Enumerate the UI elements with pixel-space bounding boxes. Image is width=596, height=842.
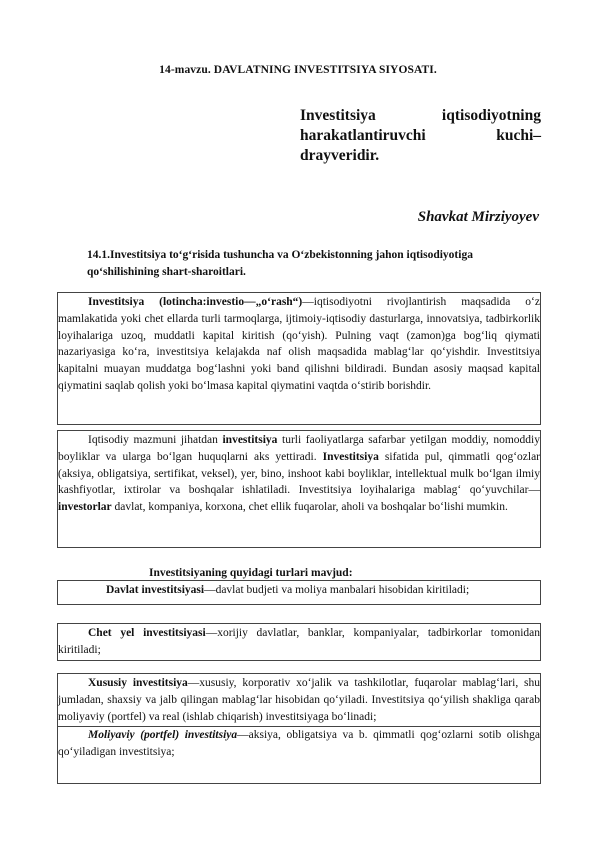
definition-text: —iqtisodiyotni rivojlantirish maqsadida o‘z mamlakatida yoki chet ellarda turli tarmoqlarga, ijtimoiy-iqtisodiy dasturlarga, innovatsiya, tadbirkorlik loyihalariga uzoq, muddatli kapital kiritish (qo‘yish). Pulning vaqt (zamon)ga bog‘liq qiymati nazariyasiga ko‘ra, investitsiya kelajakda naf olish maqsadida mablag‘lar qo‘yishdir. Investitsiya kapitalni muayan muddatga bog‘lashni yoki band qilishni bildiradi. Bundan asosiy maqsad kapital qiymatini saqlab qolish yoki bo‘lmasa kapital qiymatini vaqtda o‘stirib borishdir.: [58, 296, 540, 392]
economic-bold-2: Investitsiya: [322, 450, 379, 463]
foreign-investment-term: Chet yel investitsiyasi: [88, 627, 206, 639]
portfolio-investment-paragraph: [58, 727, 540, 761]
definition-paragraph: [58, 294, 540, 395]
state-investment-paragraph: [58, 582, 540, 599]
economic-meaning-box: [57, 430, 541, 548]
economic-bold-3: investorlar: [58, 501, 112, 514]
economic-text-3: sifatida pul, qimmatli qog‘ozlar (aksiya, obligatsiya, sertifikat, veksel), yer, bino, inshoot kabi boyliklar, intellektual mulk bo‘lgan ilmiy kashfiyotlar, ixtirolar va boshqalar ishlatiladi. Investitsiya loyihalariga mablag‘ qo‘yuvchilar—: [58, 450, 541, 497]
state-investment-box: [57, 580, 541, 605]
foreign-investment-text: —xorijiy davlatlar, banklar, kompaniyalar, tadbirkorlar tomonidan kiritiladi;: [58, 627, 540, 656]
definition-term: Investitsiya (lotincha:investio—„o‘rash“): [88, 296, 303, 308]
economic-text-1: Iqtisodiy mazmuni jihatdan: [88, 434, 223, 446]
economic-text-2: turli faoliyatlarga safarbar yetilgan moddiy, nomoddiy boyliklar va ularga bo‘lgan huquqlarni aks yettiradi.: [58, 434, 540, 463]
economic-bold-1: investitsiya: [222, 434, 278, 446]
definition-box: [57, 292, 541, 425]
portfolio-investment-term: Moliyaviy (portfel) investitsiya: [88, 729, 238, 742]
economic-meaning-paragraph: [58, 432, 540, 516]
foreign-investment-paragraph: [58, 625, 540, 659]
epigraph-author: Shavkat Mirziyoyev: [417, 209, 539, 225]
economic-text-4: davlat, kompaniya, korxona, chet ellik fuqarolar, aholi va boshqalar bo‘lishi mumkin.: [111, 501, 508, 514]
portfolio-investment-text: —aksiya, obligatsiya va b. qimmatli qog‘ozlarni sotib olishga qo‘yiladigan investitsiya;: [58, 729, 540, 759]
private-investment-text: —xususiy, korporativ xo‘jalik va tashkilotlar, fuqarolar mablag‘lari, shu jumladan, shaxsiy va jalb qilingan mablag‘lar hisobidan qo‘yiladi. Investitsiya qo‘yilish shakliga qarab moliyaviy (portfel) va real (ishlab chiqarish) investitsiyaga bo‘linadi;: [58, 677, 540, 723]
section-heading: 14.1.Investitsiya to‘g‘risida tushuncha va O‘zbekistonning jahon iqtisodiyotiga qo‘shilishining shart-sharoitlari.: [87, 249, 473, 278]
private-investment-term: Xususiy investitsiya: [88, 677, 188, 689]
page-title: 14-mavzu. DAVLATNING INVESTITSIYA SIYOSATI.: [159, 64, 437, 76]
state-investment-term: Davlat investitsiyasi: [106, 584, 205, 596]
foreign-investment-box: [57, 623, 541, 661]
private-investment-box: [57, 673, 541, 784]
state-investment-text: —davlat budjeti va moliya manbalari hisobidan kiritiladi;: [204, 584, 470, 596]
epigraph-quote: Investitsiya iqtisodiyotning harakatlantiruvchi kuchi– drayveridir.: [300, 107, 541, 164]
private-investment-paragraph: [58, 675, 540, 725]
types-heading: Investitsiyaning quyidagi turlari mavjud:: [149, 567, 353, 579]
